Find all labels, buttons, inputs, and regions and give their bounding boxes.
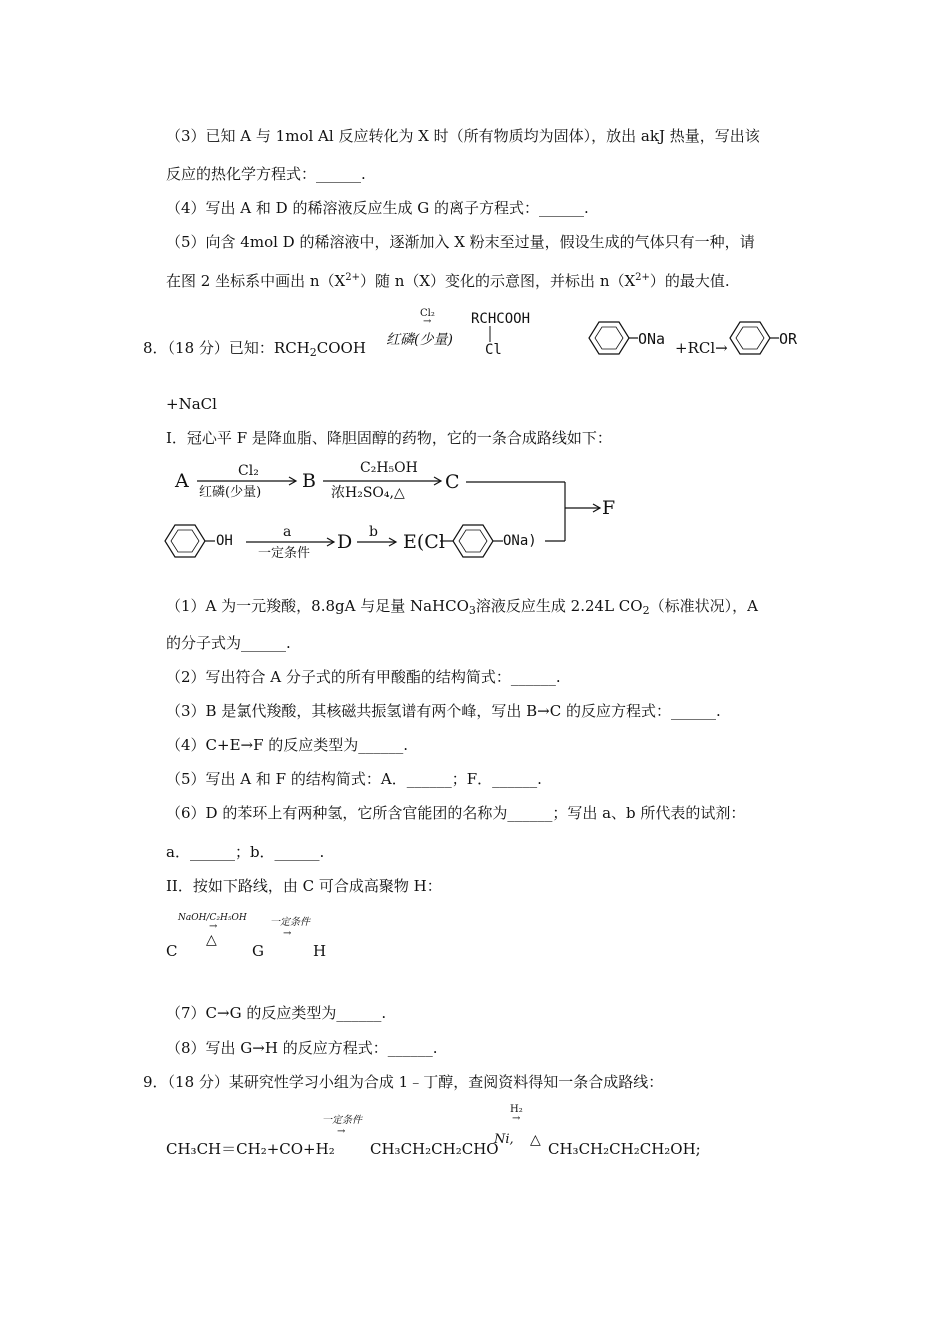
q9-header: 9．（18 分）某研究性学习小组为合成 1﹣丁醇，查阅资料得知一条合成路线：	[143, 1073, 664, 1091]
scheme-oh: OH	[216, 533, 233, 549]
q7-part5-line1: （5）向含 4mol D 的稀溶液中，逐渐加入 X 粉末至过量，假设生成的气体只有一种，请	[166, 233, 755, 251]
q8-part1-q5: （5）写出 A 和 F 的结构简式：A．______；F．______.	[166, 770, 542, 788]
scheme-c: C	[445, 471, 460, 493]
q8-part1-q6-line1: （6）D 的苯环上有两种氢，它所含官能团的名称为______；写出 a、b 所代表的试剂：	[166, 804, 746, 822]
route2-g: G	[252, 942, 264, 960]
q8-plus-rcl: +RCl→	[675, 339, 728, 357]
scheme-ethanol: C₂H₅OH	[360, 460, 418, 476]
scheme-cl2: Cl₂	[238, 463, 259, 479]
q9-h2: H₂	[510, 1104, 523, 1115]
q8-product-formula: RCHCOOH	[471, 311, 531, 327]
q8-part1-intro: I．冠心平 F 是降血脂、降胆固醇的药物，它的一条合成路线如下：	[166, 429, 612, 447]
q8-ona-label: ONa	[638, 330, 666, 348]
q8-red-phosphorus-condition: 红磷(少量)	[386, 332, 453, 348]
q8-cl2-condition: Cl₂	[420, 308, 435, 319]
scheme-reagent-b: b	[369, 524, 378, 540]
q9-arrow2: →	[512, 1113, 521, 1124]
q8-part1-q2: （2）写出符合 A 分子式的所有甲酸酯的结构简式：______.	[166, 668, 561, 686]
route2-h: H	[313, 942, 327, 960]
q8-part1-q1-line2: 的分子式为______.	[166, 634, 291, 652]
scheme-d: D	[337, 531, 353, 553]
q9-ni-catalyst: Ni,	[494, 1132, 514, 1147]
scheme-cond-red-phosphorus: 红磷(少量)	[199, 485, 262, 500]
q8-part2-q7: （7）C→G 的反应类型为______.	[166, 1004, 387, 1022]
q8-part1-q6-line2: a．______；b．______.	[166, 843, 325, 861]
q8-or-label: OR	[779, 330, 798, 348]
q9-cond-certain: 一定条件	[322, 1115, 362, 1126]
q8-nacl: +NaCl	[166, 395, 217, 413]
q7-part4: （4）写出 A 和 D 的稀溶液反应生成 G 的离子方程式：______.	[166, 199, 589, 217]
route2-arrow2: →	[283, 928, 292, 939]
q9-arrow1: →	[337, 1126, 346, 1137]
q9-heat: △	[530, 1132, 541, 1148]
q7-part3-line1: （3）已知 A 与 1mol Al 反应转化为 X 时（所有物质均为固体），放出 akJ 热量，写出该	[166, 127, 760, 145]
q9-reactants: CH₃CH＝CH₂+CO+H₂	[166, 1140, 335, 1158]
q7-part5-line2: 在图 2 坐标系中画出 $n(X^{2+})$随 n（X）变化的示意图，并标出 $n(X^{2+})$的最大值.	[166, 272, 730, 290]
q8-part1-q3: （3）B 是氯代羧酸，其核磁共振氢谱有两个峰，写出 B→C 的反应方程式：______.	[166, 702, 721, 720]
q8-part1-q4: （4）C+E→F 的反应类型为______.	[166, 736, 409, 754]
route2-heat: △	[206, 932, 217, 948]
scheme-cond-certain: 一定条件	[258, 546, 311, 561]
q8-part2-q8: （8）写出 G→H 的反应方程式：______.	[166, 1039, 438, 1057]
q8-part1-q1-line1: （1）A 为一元羧酸，8.8gA 与足量 NaHCO$_3$溶液反应生成 2.24L $CO_2$（标准状况），A	[166, 597, 758, 617]
scheme-reagent-a: a	[283, 524, 292, 540]
q8-header: 8．（18 分）已知：$RCH_2COOH$	[143, 339, 366, 359]
q7-part3-line2: 反应的热化学方程式：______.	[166, 165, 366, 183]
q9-butanal: CH₃CH₂CH₂CHO	[370, 1140, 499, 1158]
scheme-e: E(Cl	[403, 531, 445, 553]
scheme-a: A	[175, 470, 189, 492]
q8-part2-intro: II．按如下路线，由 C 可合成高聚物 H：	[166, 877, 442, 895]
route2-cond-naoh: NaOH/C₂H₅OH	[178, 913, 247, 923]
route2-arrow1: →	[209, 921, 218, 932]
route2-cond-certain: 一定条件	[270, 917, 310, 928]
q8-product-cl: Cl	[485, 342, 502, 358]
q9-butanol: CH₃CH₂CH₂CH₂OH;	[548, 1140, 701, 1158]
scheme-b: B	[302, 470, 316, 492]
route2-c: C	[166, 942, 178, 960]
scheme-e-ona: ONa)	[503, 533, 537, 549]
q8-arrow: →	[423, 316, 432, 327]
scheme-cond-h2so4: 浓H₂SO₄,△	[331, 485, 405, 501]
scheme-f: F	[602, 497, 616, 519]
